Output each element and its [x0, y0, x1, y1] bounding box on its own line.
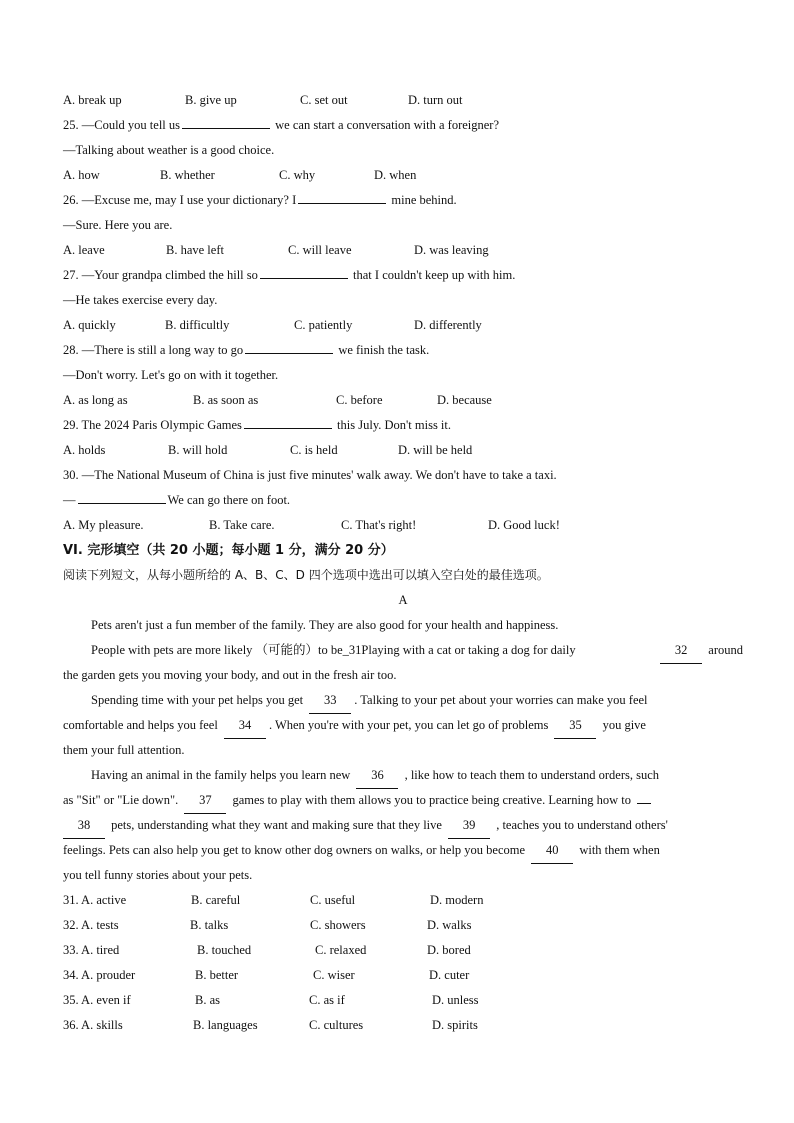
q36-options: [63, 1013, 743, 1038]
q30-option-c[interactable]: C. That's right!: [341, 518, 417, 532]
blank-32[interactable]: 32: [660, 638, 702, 664]
q29-options: [63, 438, 743, 463]
q32-options: [63, 913, 743, 938]
q25-stem: [63, 113, 743, 138]
q26-text-before: 26. —Excuse me, may I use your dictionary? I: [63, 193, 297, 207]
q28-options: [63, 388, 743, 413]
q27-option-d[interactable]: D. differently: [414, 318, 482, 332]
q35-option-a[interactable]: 35. A. even if: [63, 993, 131, 1007]
section-instruction: 阅读下列短文，从每小题所给的 A、B、C、D 四个选项中选出可以填入空白处的最佳选项。: [63, 568, 549, 582]
q26-option-b[interactable]: B. have left: [166, 243, 224, 257]
section-title: VI. 完形填空（共 20 小题；每小题 1 分，满分 20 分）: [63, 543, 394, 558]
q30-line1: 30. —The National Museum of China is just five minutes' walk away. We don't have to take a taxi.: [63, 468, 557, 482]
passage-p4-line3: [63, 813, 743, 838]
q28-option-d[interactable]: D. because: [437, 393, 492, 407]
q35-option-b[interactable]: B. as: [195, 993, 220, 1007]
blank-33[interactable]: 33: [309, 688, 351, 714]
q34-option-d[interactable]: D. cuter: [429, 968, 470, 982]
passage-p4-line5: you tell funny stories about your pets.: [63, 868, 253, 882]
q31-option-b[interactable]: B. careful: [191, 893, 241, 907]
q29-option-a[interactable]: A. holds: [63, 443, 106, 457]
q28-text-before: 28. —There is still a long way to go: [63, 343, 244, 357]
q29-text-after: this July. Don't miss it.: [333, 418, 452, 432]
q33-options: [63, 938, 743, 963]
q25-option-a[interactable]: A. how: [63, 168, 100, 182]
q28-reply: —Don't worry. Let's go on with it together.: [63, 368, 279, 382]
blank-39[interactable]: 39: [448, 813, 490, 839]
q24-option-c[interactable]: C. set out: [300, 93, 348, 107]
q29-option-b[interactable]: B. will hold: [168, 443, 228, 457]
q25-text-before: 25. —Could you tell us: [63, 118, 181, 132]
blank-37[interactable]: 37: [184, 788, 226, 814]
q27-option-a[interactable]: A. quickly: [63, 318, 116, 332]
q25-text-after: we can start a conversation with a foreigner?: [272, 118, 500, 132]
q27-option-c[interactable]: C. patiently: [294, 318, 353, 332]
passage-text: , like how to teach them to understand orders, such: [404, 768, 660, 782]
q25-option-c[interactable]: C. why: [279, 168, 316, 182]
q27-stem: [63, 263, 743, 288]
blank-34[interactable]: 34: [224, 713, 266, 739]
q36-option-c[interactable]: C. cultures: [309, 1018, 364, 1032]
passage-p4-line2: [63, 788, 743, 813]
q26-option-d[interactable]: D. was leaving: [414, 243, 489, 257]
passage-text: games to play with them allows you to practice being creative. Learning how to: [232, 793, 631, 807]
passage-p1: Pets aren't just a fun member of the family. They are also good for your health and happiness.: [91, 618, 559, 632]
q33-option-c[interactable]: C. relaxed: [315, 943, 367, 957]
passage-p4-line1: [63, 763, 743, 788]
passage-text: Spending time with your pet helps you get: [91, 693, 304, 707]
q27-text-before: 27. —Your grandpa climbed the hill so: [63, 268, 258, 282]
q30-option-d[interactable]: D. Good luck!: [488, 518, 560, 532]
passage-label: A: [398, 593, 408, 607]
q26-stem: [63, 188, 743, 213]
q29-text-before: 29. The 2024 Paris Olympic Games: [63, 418, 242, 432]
q30-option-a[interactable]: A. My pleasure.: [63, 518, 144, 532]
q25-blank[interactable]: [182, 114, 270, 129]
passage-p4-line4: [63, 838, 743, 863]
passage-text: , teaches you to understand others': [496, 818, 668, 832]
exam-page: [63, 88, 743, 1038]
q24-options: [63, 88, 743, 113]
q32-option-d[interactable]: D. walks: [427, 918, 472, 932]
blank-35[interactable]: 35: [554, 713, 596, 739]
q26-blank[interactable]: [298, 189, 386, 204]
passage-text: People with pets are more likely （可能的）to be_31Playing with a cat or taking a dog for daily: [91, 643, 576, 657]
q36-option-a[interactable]: 36. A. skills: [63, 1018, 123, 1032]
passage-text: . Talking to your pet about your worries can make you feel: [354, 693, 648, 707]
q25-options: [63, 163, 743, 188]
q28-text-after: we finish the task.: [335, 343, 430, 357]
passage-text: with them when: [579, 843, 660, 857]
q30-blank[interactable]: [78, 489, 166, 504]
q33-option-d[interactable]: D. bored: [427, 943, 471, 957]
passage-text: . When you're with your pet, you can let go of problems: [268, 718, 549, 732]
q27-blank[interactable]: [260, 264, 348, 279]
q31-option-c[interactable]: C. useful: [310, 893, 356, 907]
q33-option-a[interactable]: 33. A. tired: [63, 943, 120, 957]
q30-options: [63, 513, 743, 538]
blank-36[interactable]: 36: [356, 763, 398, 789]
q34-option-b[interactable]: B. better: [195, 968, 239, 982]
q27-text-after: that I couldn't keep up with him.: [349, 268, 516, 282]
passage-text: pets, understanding what they want and making sure that they live: [111, 818, 442, 832]
q24-option-b[interactable]: B. give up: [185, 93, 237, 107]
q34-option-a[interactable]: 34. A. prouder: [63, 968, 136, 982]
q29-option-d[interactable]: D. will be held: [398, 443, 473, 457]
q36-option-d[interactable]: D. spirits: [432, 1018, 478, 1032]
q24-option-a[interactable]: A. break up: [63, 93, 122, 107]
passage-text: you give: [602, 718, 646, 732]
passage-text: as "Sit" or "Lie down".: [63, 793, 179, 807]
q28-blank[interactable]: [245, 339, 333, 354]
q32-option-b[interactable]: B. talks: [190, 918, 229, 932]
q35-option-d[interactable]: D. unless: [432, 993, 479, 1007]
q34-option-c[interactable]: C. wiser: [313, 968, 355, 982]
blank-38[interactable]: 38: [63, 813, 105, 839]
q30-text-before: —: [63, 493, 76, 507]
q32-option-a[interactable]: 32. A. tests: [63, 918, 119, 932]
q28-option-a[interactable]: A. as long as: [63, 393, 128, 407]
q27-reply: —He takes exercise every day.: [63, 293, 218, 307]
q29-blank[interactable]: [244, 414, 332, 429]
q30-text-after: We can go there on foot.: [167, 493, 291, 507]
blank-40[interactable]: 40: [531, 838, 573, 864]
passage-p2-line2: the garden gets you moving your body, and out in the fresh air too.: [63, 668, 397, 682]
q26-options: [63, 238, 743, 263]
passage-p3-line3: them your full attention.: [63, 743, 185, 757]
passage-p2-line1: [63, 638, 743, 663]
q27-option-b[interactable]: B. difficultly: [165, 318, 230, 332]
q26-option-c[interactable]: C. will leave: [288, 243, 352, 257]
q30-option-b[interactable]: B. Take care.: [209, 518, 275, 532]
passage-text: around: [708, 643, 743, 657]
q25-option-b[interactable]: B. whether: [160, 168, 215, 182]
q25-reply: —Talking about weather is a good choice.: [63, 143, 275, 157]
q31-options: [63, 888, 743, 913]
q24-option-d[interactable]: D. turn out: [408, 93, 463, 107]
q33-option-b[interactable]: B. touched: [197, 943, 252, 957]
q34-options: [63, 963, 743, 988]
q26-option-a[interactable]: A. leave: [63, 243, 105, 257]
q28-option-c[interactable]: C. before: [336, 393, 383, 407]
q29-stem: [63, 413, 743, 438]
q27-options: [63, 313, 743, 338]
q31-option-a[interactable]: 31. A. active: [63, 893, 127, 907]
q31-option-d[interactable]: D. modern: [430, 893, 484, 907]
passage-p3-line2: [63, 713, 743, 738]
q26-text-after: mine behind.: [388, 193, 457, 207]
q25-option-d[interactable]: D. when: [374, 168, 417, 182]
q35-options: [63, 988, 743, 1013]
q30-stem: [63, 488, 743, 513]
q28-stem: [63, 338, 743, 363]
passage-text: Having an animal in the family helps you learn new: [91, 768, 351, 782]
q36-option-b[interactable]: B. languages: [193, 1018, 258, 1032]
passage-p3-line1: [63, 688, 743, 713]
passage-text: feelings. Pets can also help you get to know other dog owners on walks, or help you become: [63, 843, 526, 857]
q29-option-c[interactable]: C. is held: [290, 443, 338, 457]
blank-38-start[interactable]: [637, 803, 651, 804]
q26-reply: —Sure. Here you are.: [63, 218, 173, 232]
passage-text: comfortable and helps you feel: [63, 718, 218, 732]
q32-option-c[interactable]: C. showers: [310, 918, 366, 932]
q28-option-b[interactable]: B. as soon as: [193, 393, 259, 407]
q35-option-c[interactable]: C. as if: [309, 993, 345, 1007]
